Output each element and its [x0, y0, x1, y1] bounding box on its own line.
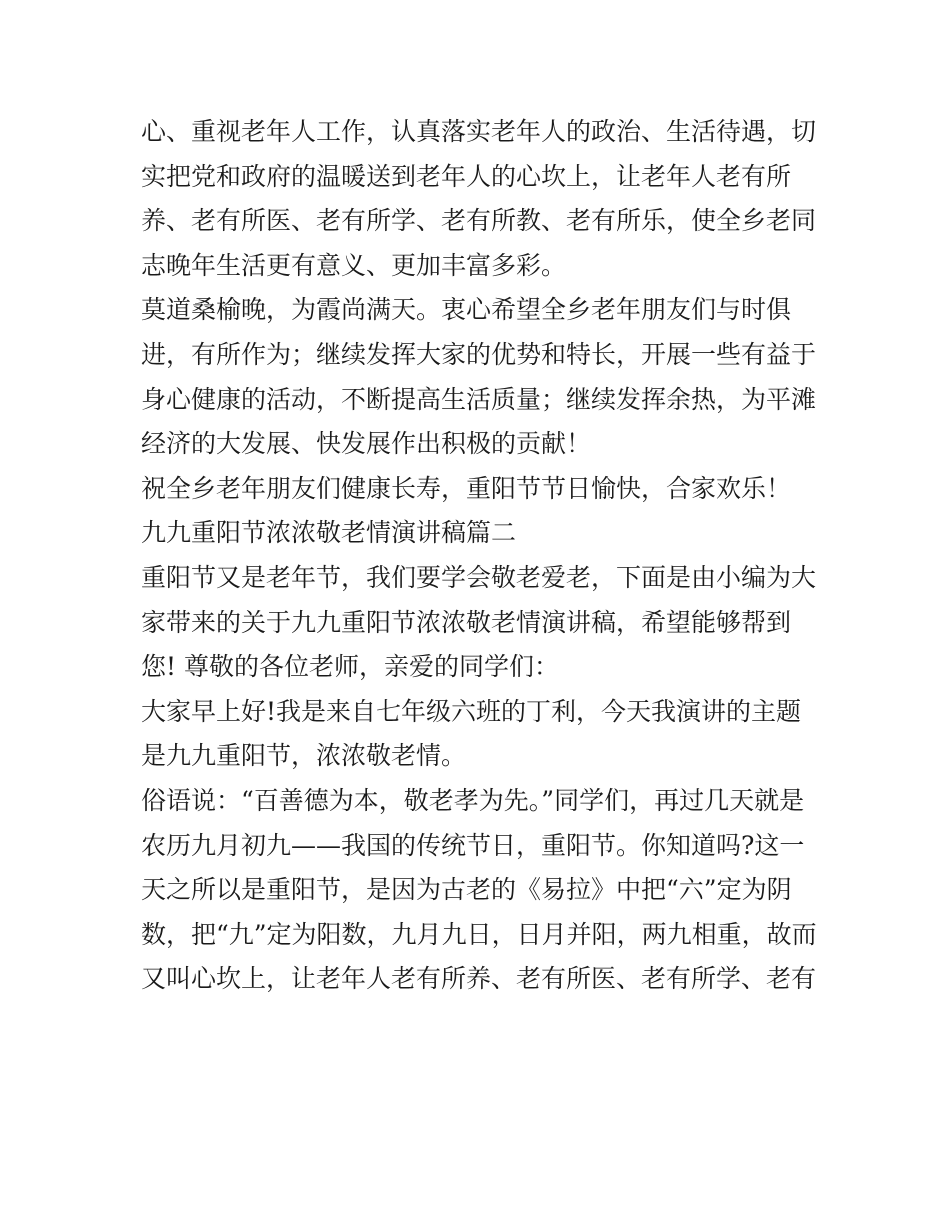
- text-line: 天之所以是重阳节，是因为古老的《易拉》中把“六”定为阴: [141, 875, 792, 905]
- text-line: 身心健康的活动，不断提高生活质量；继续发挥余热，为平滩: [141, 384, 817, 414]
- text-line: 数，把“九”定为阳数，九月九日，日月并阳，两九相重，故而: [141, 919, 817, 949]
- text-line: 俗语说：“百善德为本，敬老孝为先。”同学们，再过几天就是: [141, 785, 805, 815]
- text-line: 经济的大发展、快发展作出积极的贡献！: [141, 429, 592, 459]
- text-line: 又叫心坎上，让老年人老有所养、老有所医、老有所学、老有: [141, 964, 817, 994]
- document-body: [141, 110, 821, 1002]
- text-line: 志晚年生活更有意义、更加丰富多彩。: [141, 250, 567, 280]
- text-line: 是九九重阳节，浓浓敬老情。: [141, 741, 467, 771]
- text-line: 祝全乡老年朋友们健康长寿，重阳节节日愉快，合家欢乐！: [141, 473, 792, 503]
- section-heading: 九九重阳节浓浓敬老情演讲稿篇二: [141, 518, 517, 548]
- text-line: 养、老有所医、老有所学、老有所教、老有所乐，使全乡老同: [141, 206, 817, 236]
- text-line: 心、重视老年人工作，认真落实老年人的政治、生活待遇，切: [141, 117, 817, 146]
- text-line: 重阳节又是老年节，我们要学会敬老爱老，下面是由小编为大: [141, 562, 817, 592]
- text-line: 您! 尊敬的各位老师，亲爱的同学们：: [141, 652, 559, 682]
- text-line: 进，有所作为；继续发挥大家的优势和特长，开展一些有益于: [141, 339, 817, 369]
- text-line: 莫道桑榆晚，为霞尚满天。衷心希望全乡老年朋友们与时俱: [141, 295, 792, 325]
- text-line: 农历九月初九——我国的传统节日，重阳节。你知道吗?这一: [141, 830, 805, 860]
- text-line: 大家早上好!我是来自七年级六班的丁利，今天我演讲的主题: [141, 696, 802, 726]
- text-line: 实把党和政府的温暖送到老年人的心坎上，让老年人老有所: [141, 161, 792, 191]
- text-line: 家带来的关于九九重阳节浓浓敬老情演讲稿，希望能够帮到: [141, 607, 792, 637]
